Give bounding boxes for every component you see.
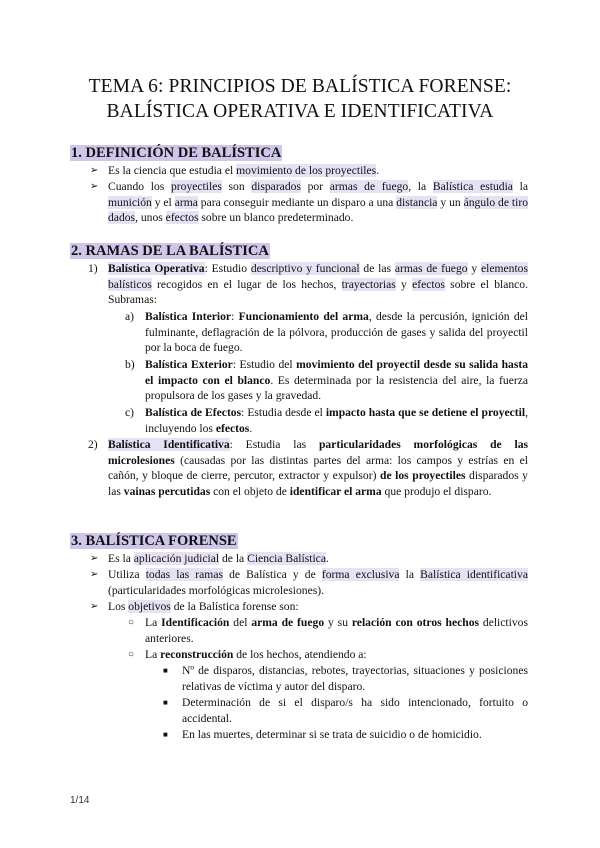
arrow-bullet-icon: ➢ — [90, 165, 99, 176]
s1-bullet-1: Es la ciencia que estudia el movimiento de los proyectiles. — [108, 164, 380, 177]
arrow-bullet-icon: ➢ — [90, 181, 99, 192]
s3-detail-3: En las muertes, determinar si se trata de suicidio o de homicidio. — [182, 728, 482, 741]
page-number: 1/14 — [70, 795, 90, 806]
square-bullet-icon: ■ — [163, 666, 168, 675]
s3-bullet-3: Los objetivos de la Balística forense son: — [108, 600, 299, 613]
arrow-bullet-icon: ➢ — [90, 553, 99, 564]
list-letter: c) — [125, 406, 135, 419]
arrow-bullet-icon: ➢ — [90, 569, 99, 580]
list-letter: a) — [125, 310, 135, 323]
list-number: 2) — [88, 438, 98, 451]
list-number: 1) — [88, 262, 98, 275]
section-heading-definicion: 1. DEFINICIÓN DE BALÍSTICA — [71, 145, 282, 161]
square-bullet-icon: ■ — [163, 730, 168, 739]
list-letter: b) — [125, 358, 135, 371]
s3-objective-2: La reconstrucción de los hechos, atendiendo a: — [145, 648, 367, 661]
s3-objective-1: La Identificación del arma de fuego y su relación con otros hechos delictivos anteriores. — [145, 616, 528, 645]
s3-bullet-2: Utiliza todas las ramas de Balística y de forma exclusiva la Balística identificativa (particularidades morfológicas microlesiones). — [108, 568, 528, 597]
document-title — [0, 74, 600, 124]
section-heading-forense: 3. BALÍSTICA FORENSE — [71, 533, 237, 549]
s2-sub-interior: Balística Interior: Funcionamiento del arma, desde la percusión, ignición del fulminante, deflagración de la pólvora, producción de gases y salida del proyectil por la boca de fuego. — [145, 310, 528, 354]
s3-bullet-1: Es la aplicación judicial de la Ciencia Balística. — [108, 552, 329, 565]
s2-item-operativa: Balística Operativa: Estudio descriptivo y funcional de las armas de fuego y elementos balísticos recogidos en el lugar de los hechos, trayectorias y efectos sobre el blanco. Subramas: — [108, 262, 528, 306]
s1-bullet-2: Cuando los proyectiles son disparados por armas de fuego, la Balística estudia la munición y el arma para conseguir mediante un disparo a una distancia y un ángulo de tiro dados, unos efectos sobre un blanco predeterminado. — [108, 180, 529, 224]
s3-detail-1: Nº de disparos, distancias, rebotes, trayectorias, situaciones y posiciones relativas de víctima y autor del disparo. — [182, 664, 528, 693]
title-line-1: TEMA 6: PRINCIPIOS DE BALÍSTICA FORENSE: — [88, 76, 512, 97]
circle-bullet-icon: ○ — [128, 617, 135, 628]
title-line-2: BALÍSTICA OPERATIVA E IDENTIFICATIVA — [106, 101, 494, 122]
s3-detail-2: Determinación de si el disparo/s ha sido intencionado, fortuito o accidental. — [182, 696, 528, 725]
section-heading-ramas: 2. RAMAS DE LA BALÍSTICA — [71, 243, 269, 259]
circle-bullet-icon: ○ — [128, 649, 135, 660]
s2-sub-exterior: Balística Exterior: Estudio del movimiento del proyectil desde su salida hasta el impacto con el blanco. Es determinada por la resistencia del aire, la fuerza propulsora de los gases y la gravedad. — [145, 358, 529, 402]
square-bullet-icon: ■ — [163, 698, 168, 707]
s2-sub-efectos: Balística de Efectos: Estudia desde el impacto hasta que se detiene el proyectil, incluyendo los efectos. — [145, 406, 528, 435]
s2-item-identificativa: Balística Identificativa: Estudia las particularidades morfológicas de las microlesiones (causadas por las distintas partes del arma: los campos y estrías en el cañón, y bloque de cierre, percutor, extractor y expulsor) de los proyectiles disparados y las vainas percutidas con el objeto de identificar el arma que produjo el disparo. — [108, 438, 529, 498]
arrow-bullet-icon: ➢ — [90, 601, 99, 612]
